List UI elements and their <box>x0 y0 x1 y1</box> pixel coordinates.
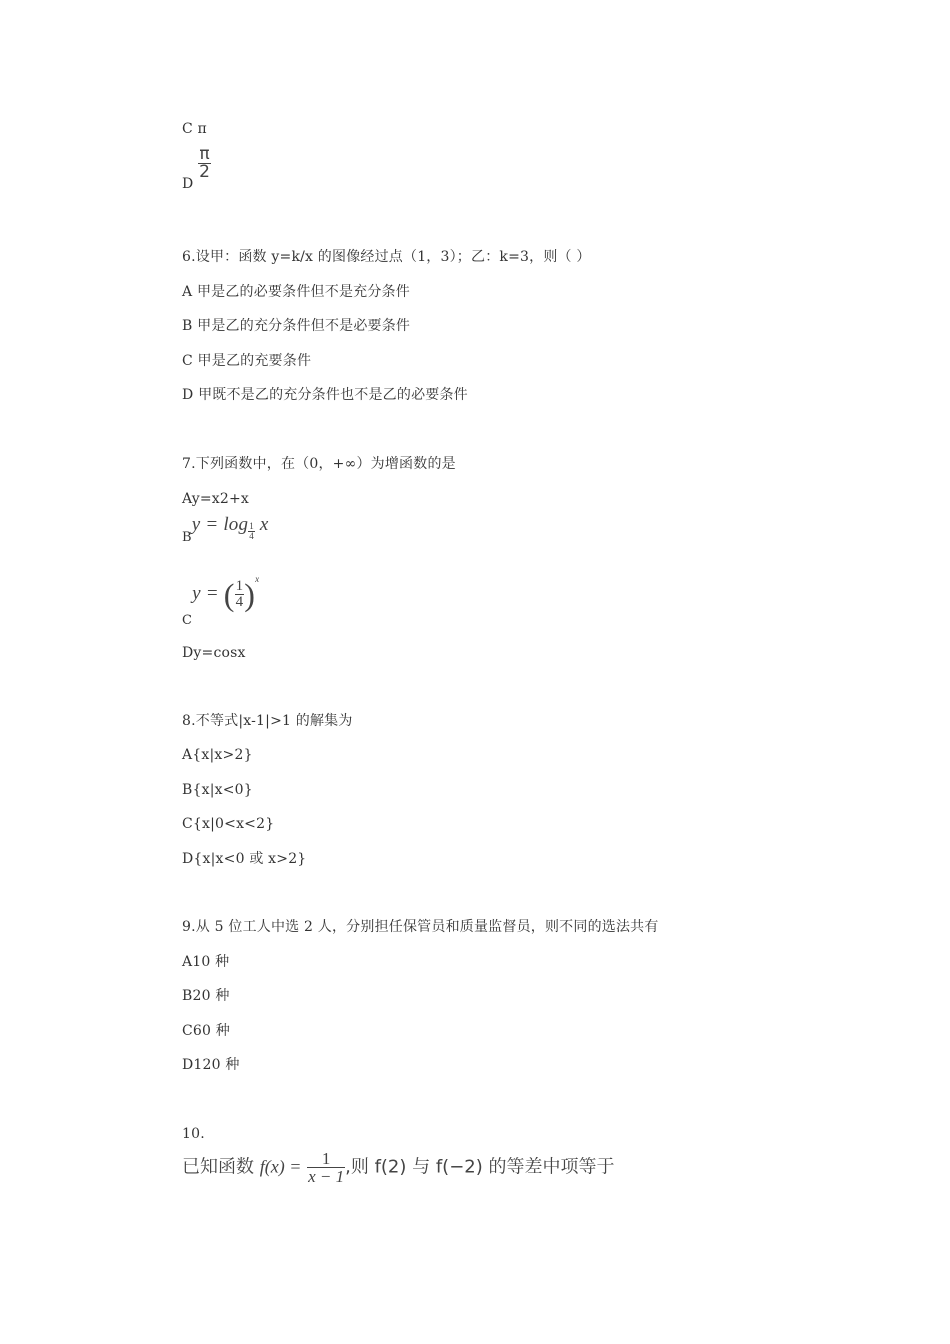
formula-variable: x <box>259 514 269 535</box>
formula-lhs: y = <box>192 582 219 604</box>
log-base-numerator: 1 <box>249 521 254 532</box>
exponent: x <box>255 573 260 584</box>
q10-number: 10. <box>182 1126 205 1142</box>
q8-option-d: D{x|x<0 或 x>2} <box>182 851 307 867</box>
q7-option-c <box>182 573 260 628</box>
q6-option-c: C 甲是乙的充要条件 <box>182 353 312 369</box>
base-fraction <box>235 579 245 610</box>
base-denominator: 4 <box>235 594 244 610</box>
fraction-numerator: π <box>199 144 210 164</box>
q7-option-b-formula <box>191 514 269 542</box>
q10-fraction <box>307 1150 345 1185</box>
q6-question: 6.设甲：函数 y=k/x 的图像经过点（1，3）；乙：k=3，则（ ） <box>182 249 591 265</box>
base-numerator: 1 <box>235 578 244 594</box>
q8-option-b: B{x|x<0} <box>182 782 253 798</box>
q8-option-a: A{x|x>2} <box>182 747 253 763</box>
q10-text-before: 已知函数 <box>182 1156 260 1178</box>
q7-option-c-formula: y = ( $\frac{1}{4}$ )$^x$ <box>192 573 260 613</box>
log-base-denominator: 4 <box>249 531 254 542</box>
fraction-numerator: 1 <box>321 1149 331 1168</box>
formula-lhs: y = log <box>191 514 249 535</box>
q7-option-a: Ay=x2+x <box>182 491 250 507</box>
q7-option-d: Dy=cosx <box>182 645 246 661</box>
q7-question: 7.下列函数中，在（0，+∞）为增函数的是 <box>182 456 456 472</box>
q5-option-d-fraction <box>198 146 211 181</box>
q5-option-d-letter: D <box>182 175 194 192</box>
q8-option-c: C{x|0<x<2} <box>182 816 275 832</box>
q7-option-b <box>182 514 269 545</box>
q10-formula-line <box>182 1150 614 1185</box>
q6-option-a: A 甲是乙的必要条件但不是充分条件 <box>182 284 410 300</box>
q10-function-lhs: f(x) = <box>259 1156 302 1177</box>
q8-question: 8.不等式|x-1|>1 的解集为 <box>182 713 353 729</box>
q9-option-c: C60 种 <box>182 1023 230 1039</box>
q9-option-b: B20 种 <box>182 988 230 1004</box>
q9-option-a: A10 种 <box>182 954 230 970</box>
fraction-denominator: 2 <box>199 162 211 182</box>
q6-option-d: D 甲既不是乙的充分条件也不是乙的必要条件 <box>182 387 468 403</box>
q9-question: 9.从 5 位工人中选 2 人，分别担任保管员和质量监督员，则不同的选法共有 <box>182 919 659 935</box>
q5-option-c: C π <box>182 121 207 137</box>
fraction-denominator: x − 1 <box>308 1167 345 1186</box>
q5-option-d <box>182 144 211 192</box>
q10-text-after: ,则 f(2) 与 f(−2) 的等差中项等于 <box>345 1156 615 1178</box>
q6-option-b: B 甲是乙的充分条件但不是必要条件 <box>182 318 411 334</box>
q7-option-c-letter: C <box>182 612 193 628</box>
log-base-fraction <box>248 522 255 541</box>
q9-option-d: D120 种 <box>182 1057 240 1073</box>
q7-option-b-letter: B <box>182 530 192 545</box>
